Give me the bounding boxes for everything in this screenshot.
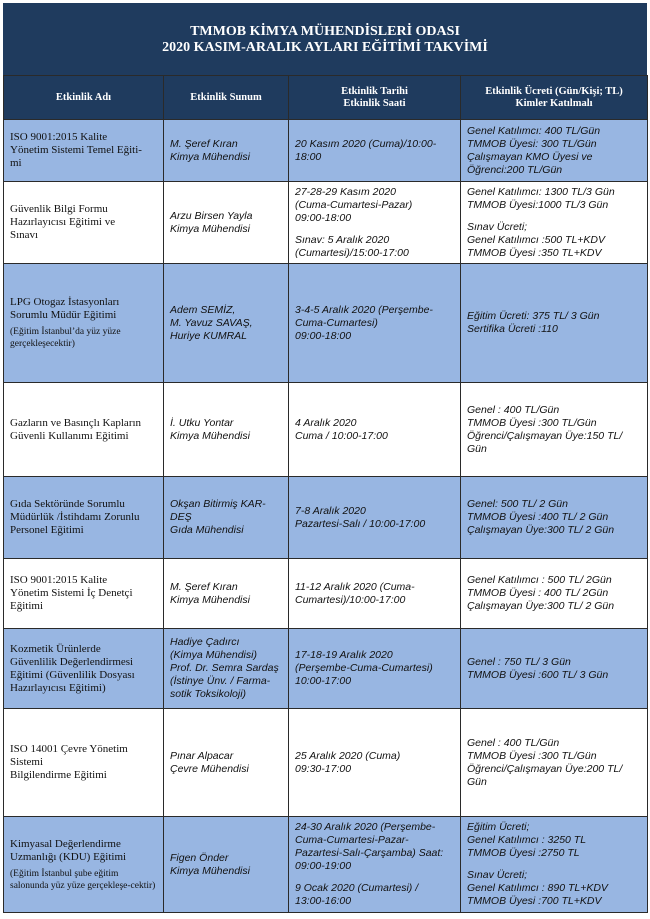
column-header-presenter: Etkinlik Sunum — [164, 76, 289, 120]
event-fee-line: TMMOB Üyesi :600 TL/ 3 Gün — [467, 668, 609, 681]
event-date-line: Sınav: 5 Aralık 2020 — [295, 233, 390, 246]
event-date-line: Cuma / 10:00-17:00 — [295, 429, 388, 442]
event-date-line: Cuma-Cumartesi-Pazar- — [295, 834, 409, 846]
event-presenter — [164, 182, 289, 264]
event-name-line: Eğitimi — [10, 600, 43, 612]
event-name — [4, 629, 164, 709]
event-date-line: 18:00 — [295, 150, 322, 163]
event-presenter — [164, 709, 289, 817]
event-name-line: Güvenlilik Değerlendirmesi — [10, 655, 134, 668]
event-name-line: Kimyasal Değerlendirme — [10, 837, 121, 850]
event-fee-line: TMMOB Üyesi :400 TL/ 2 Gün — [467, 511, 609, 523]
event-date-line: 09:30-17:00 — [295, 762, 352, 775]
event-fee-line: Eğitim Ücreti: 375 TL/ 3 Gün — [467, 310, 600, 322]
event-name-line: Hazırlayıcısı Eğitimi) — [10, 681, 106, 694]
column-header-name: Etkinlik Adı — [4, 76, 164, 120]
event-date — [289, 709, 461, 817]
event-date-line: 27-28-29 Kasım 2020 — [295, 185, 396, 198]
event-fee-line: Genel: 500 TL/ 2 Gün — [467, 498, 568, 510]
event-fee — [461, 559, 648, 629]
training-schedule-table — [3, 75, 648, 913]
event-presenter — [164, 629, 289, 709]
event-presenter — [164, 120, 289, 182]
event-fee-line: Çalışmayan Üye:300 TL/ 2 Gün — [467, 600, 615, 612]
event-name-line: Yönetim Sistemi Temel Eğiti- — [10, 144, 142, 156]
event-date-line: (Perşembe-Cuma-Cumartesi) — [295, 662, 433, 674]
event-date-line: 09:00-19:00 — [295, 860, 352, 872]
event-name-line: LPG Otogaz İstasyonları — [10, 296, 120, 308]
event-date — [289, 629, 461, 709]
table-row — [4, 559, 648, 629]
event-fee — [461, 120, 648, 182]
event-fee-line: Genel Katılımcı : 500 TL/ 2Gün — [467, 574, 612, 586]
event-name-line: Personel Eğitimi — [10, 524, 84, 536]
event-presenter-line: Kimya Mühendisi — [170, 222, 250, 235]
event-date — [289, 182, 461, 264]
event-name — [4, 559, 164, 629]
event-presenter-line: (İstinye Ünv. / Farma- — [170, 675, 271, 687]
event-presenter-line: sotik Toksikoloji) — [170, 688, 247, 700]
table-row — [4, 120, 648, 182]
event-fee-line: TMMOB Üyesi:1000 TL/3 Gün — [467, 198, 609, 211]
event-presenter-line: Kimya Mühendisi — [170, 429, 250, 442]
title-line-1: TMMOB KİMYA MÜHENDİSLERİ ODASI — [190, 24, 460, 39]
event-presenter-line: İ. Utku Yontar — [170, 416, 234, 429]
event-presenter — [164, 264, 289, 383]
event-fee-line: Gün — [467, 775, 487, 788]
event-fee-line: Sınav Ücreti; — [467, 869, 528, 881]
event-fee-line: Sınav Ücreti; — [467, 220, 528, 233]
event-fee-line: Genel : 750 TL/ 3 Gün — [467, 655, 571, 668]
event-name-line: ISO 9001:2015 Kalite — [10, 574, 108, 586]
event-fee — [461, 629, 648, 709]
event-name — [4, 817, 164, 913]
event-date — [289, 559, 461, 629]
event-presenter — [164, 383, 289, 477]
event-fee-line: Genel Katılımcı : 3250 TL — [467, 834, 587, 846]
event-fee-line: Genel : 400 TL/Gün — [467, 403, 560, 416]
event-name-line: Uzmanlığı (KDU) Eğitimi — [10, 850, 127, 863]
event-name-line: mi — [10, 157, 22, 169]
event-date-line: 4 Aralık 2020 — [295, 416, 357, 429]
event-name-line: Bilgilendirme Eğitimi — [10, 769, 107, 781]
event-fee-line: TMMOB Üyesi :700 TL+KDV — [467, 895, 602, 907]
event-fee-line: Genel : 400 TL/Gün — [467, 736, 560, 749]
event-date-line: 3-4-5 Aralık 2020 (Perşembe- — [295, 303, 433, 316]
event-date — [289, 264, 461, 383]
event-date-line: 7-8 Aralık 2020 — [295, 504, 366, 517]
table-row — [4, 817, 648, 913]
event-name — [4, 383, 164, 477]
event-name-line: Gazların ve Basınçlı Kapların — [10, 416, 142, 429]
event-fee-line: TMMOB Üyesi :300 TL/Gün — [467, 416, 597, 429]
event-date-line: Cuma-Cumartesi) — [295, 316, 378, 329]
event-date-line: Pazartesi-Salı-Çarşamba) Saat: — [295, 847, 444, 859]
event-date — [289, 383, 461, 477]
event-fee — [461, 477, 648, 559]
event-presenter-line: M. Şeref Kıran — [170, 137, 238, 150]
column-header-date: Etkinlik Tarihi Etkinlik Saati — [289, 76, 461, 120]
event-presenter-line: DEŞ — [170, 511, 192, 523]
event-fee — [461, 264, 648, 383]
event-name-line: Eğitimi (Güvenlilik Dosyası — [10, 668, 135, 681]
event-date-line: 09:00-18:00 — [295, 329, 352, 342]
event-presenter-line: Kimya Mühendisi — [170, 150, 250, 163]
event-presenter-line: Hadiye Çadırcı — [170, 636, 240, 648]
event-presenter-line: Kimya Mühendisi — [170, 864, 250, 877]
event-fee-line: Çalışmayan Üye:300 TL/ 2 Gün — [467, 524, 615, 536]
event-date-line: 24-30 Aralık 2020 (Perşembe- — [295, 821, 436, 833]
page-title — [3, 3, 647, 75]
event-presenter-line: (Kimya Mühendisi) — [170, 649, 257, 661]
column-header-fee: Etkinlik Ücreti (Gün/Kişi; TL) Kimler Katılmalı — [461, 76, 648, 120]
event-date-line: Pazartesi-Salı / 10:00-17:00 — [295, 517, 426, 530]
event-name — [4, 182, 164, 264]
event-presenter-line: Prof. Dr. Semra Sardaş — [170, 662, 279, 674]
event-note: (Eğitim İstanbul’da yüz yüze gerçekleşecektir) — [10, 327, 121, 349]
event-fee — [461, 709, 648, 817]
table-row — [4, 383, 648, 477]
event-presenter-line: M. Şeref Kıran — [170, 580, 238, 593]
event-presenter-line: Huriye KUMRAL — [170, 329, 248, 342]
event-presenter — [164, 559, 289, 629]
event-presenter-line: Gıda Mühendisi — [170, 524, 244, 536]
event-date-line: 25 Aralık 2020 (Cuma) — [295, 749, 401, 762]
event-presenter-line: Arzu Birsen Yayla — [170, 209, 253, 222]
event-fee-line: Öğrenci/Çalışmayan Üye:200 TL/ — [467, 762, 623, 775]
table-row — [4, 709, 648, 817]
event-fee-line: Öğrenci/Çalışmayan Üye:150 TL/ — [467, 429, 623, 442]
event-fee-line: TMMOB Üyesi :300 TL/Gün — [467, 749, 597, 762]
event-name — [4, 477, 164, 559]
event-fee-line: Öğrenci:200 TL/Gün — [467, 163, 563, 176]
event-presenter-line: Kimya Mühendisi — [170, 593, 250, 606]
event-name — [4, 709, 164, 817]
event-fee-line: TMMOB Üyesi: 300 TL/Gün — [467, 137, 597, 150]
event-name-line: Müdürlük /İstihdamı Zorunlu — [10, 511, 140, 523]
event-date-line: 17-18-19 Aralık 2020 — [295, 649, 393, 661]
event-name — [4, 120, 164, 182]
event-fee — [461, 817, 648, 913]
event-fee-line: TMMOB Üyesi : 400 TL/ 2Gün — [467, 587, 609, 599]
event-fee-line: Sertifika Ücreti :110 — [467, 323, 558, 335]
event-name-line: Sistemi — [10, 756, 44, 768]
event-fee-line: TMMOB Üyesi :2750 TL — [467, 847, 580, 859]
event-name-line: Gıda Sektöründe Sorumlu — [10, 498, 125, 510]
event-fee-line: Genel Katılımcı :500 TL+KDV — [467, 233, 606, 246]
event-date-line: 11-12 Aralık 2020 (Cuma- — [295, 580, 415, 593]
event-fee — [461, 383, 648, 477]
event-name-line: ISO 9001:2015 Kalite — [10, 131, 108, 143]
event-fee-line: Genel Katılımcı: 1300 TL/3 Gün — [467, 185, 615, 198]
event-fee-line: Eğitim Ücreti; — [467, 821, 530, 833]
event-date — [289, 817, 461, 913]
event-presenter-line: Okşan Bitirmiş KAR- — [170, 498, 266, 510]
event-name — [4, 264, 164, 383]
event-fee — [461, 182, 648, 264]
event-name-line: Hazırlayıcısı Eğitimi ve — [10, 216, 116, 228]
event-name-line: Yönetim Sistemi İç Denetçi — [10, 587, 133, 599]
event-name-line: Sorumlu Müdür Eğitimi — [10, 309, 117, 321]
event-date-line: 13:00-16:00 — [295, 895, 352, 907]
event-name-line: ISO 14001 Çevre Yönetim — [10, 743, 128, 755]
event-date-line: 09:00-18:00 — [295, 211, 352, 224]
title-line-2: 2020 KASIM-ARALIK AYLARI EĞİTİMİ TAKVİMİ — [162, 40, 488, 55]
table-header-row — [4, 76, 648, 120]
table-row — [4, 629, 648, 709]
event-presenter-line: Figen Önder — [170, 851, 229, 864]
event-fee-line: Gün — [467, 442, 487, 455]
event-date-line: 9 Ocak 2020 (Cumartesi) / — [295, 882, 419, 894]
event-fee-line: Çalışmayan KMO Üyesi ve — [467, 150, 593, 163]
event-name-line: Sınavı — [10, 229, 39, 241]
event-presenter — [164, 477, 289, 559]
event-name-line: Kozmetik Ürünlerde — [10, 642, 101, 655]
event-date — [289, 120, 461, 182]
event-date — [289, 477, 461, 559]
table-row — [4, 477, 648, 559]
event-fee-line: Genel Katılımcı: 400 TL/Gün — [467, 124, 601, 137]
event-presenter — [164, 817, 289, 913]
table-row — [4, 182, 648, 264]
event-date-line: 10:00-17:00 — [295, 675, 352, 687]
table-row — [4, 264, 648, 383]
event-date-line: 20 Kasım 2020 (Cuma)/10:00- — [295, 137, 437, 150]
event-presenter-line: Çevre Mühendisi — [170, 762, 249, 775]
event-date-line: (Cumartesi)/15:00-17:00 — [295, 246, 409, 259]
event-fee-line: TMMOB Üyesi :350 TL+KDV — [467, 246, 602, 259]
event-presenter-line: M. Yavuz SAVAŞ, — [170, 316, 253, 329]
event-presenter-line: Adem SEMİZ, — [170, 303, 236, 316]
event-name-line: Güvenli Kullanımı Eğitimi — [10, 429, 129, 442]
event-fee-line: Genel Katılımcı : 890 TL+KDV — [467, 882, 608, 894]
event-name-line: Güvenlik Bilgi Formu — [10, 203, 108, 215]
event-date-line: (Cuma-Cumartesi-Pazar) — [295, 198, 413, 211]
event-date-line: Cumartesi)/10:00-17:00 — [295, 593, 406, 606]
event-presenter-line: Pınar Alpacar — [170, 749, 234, 762]
event-note: (Eğitim İstanbul şube eğitim salonunda yüz yüze gerçekleşe-cektir) — [10, 868, 156, 891]
